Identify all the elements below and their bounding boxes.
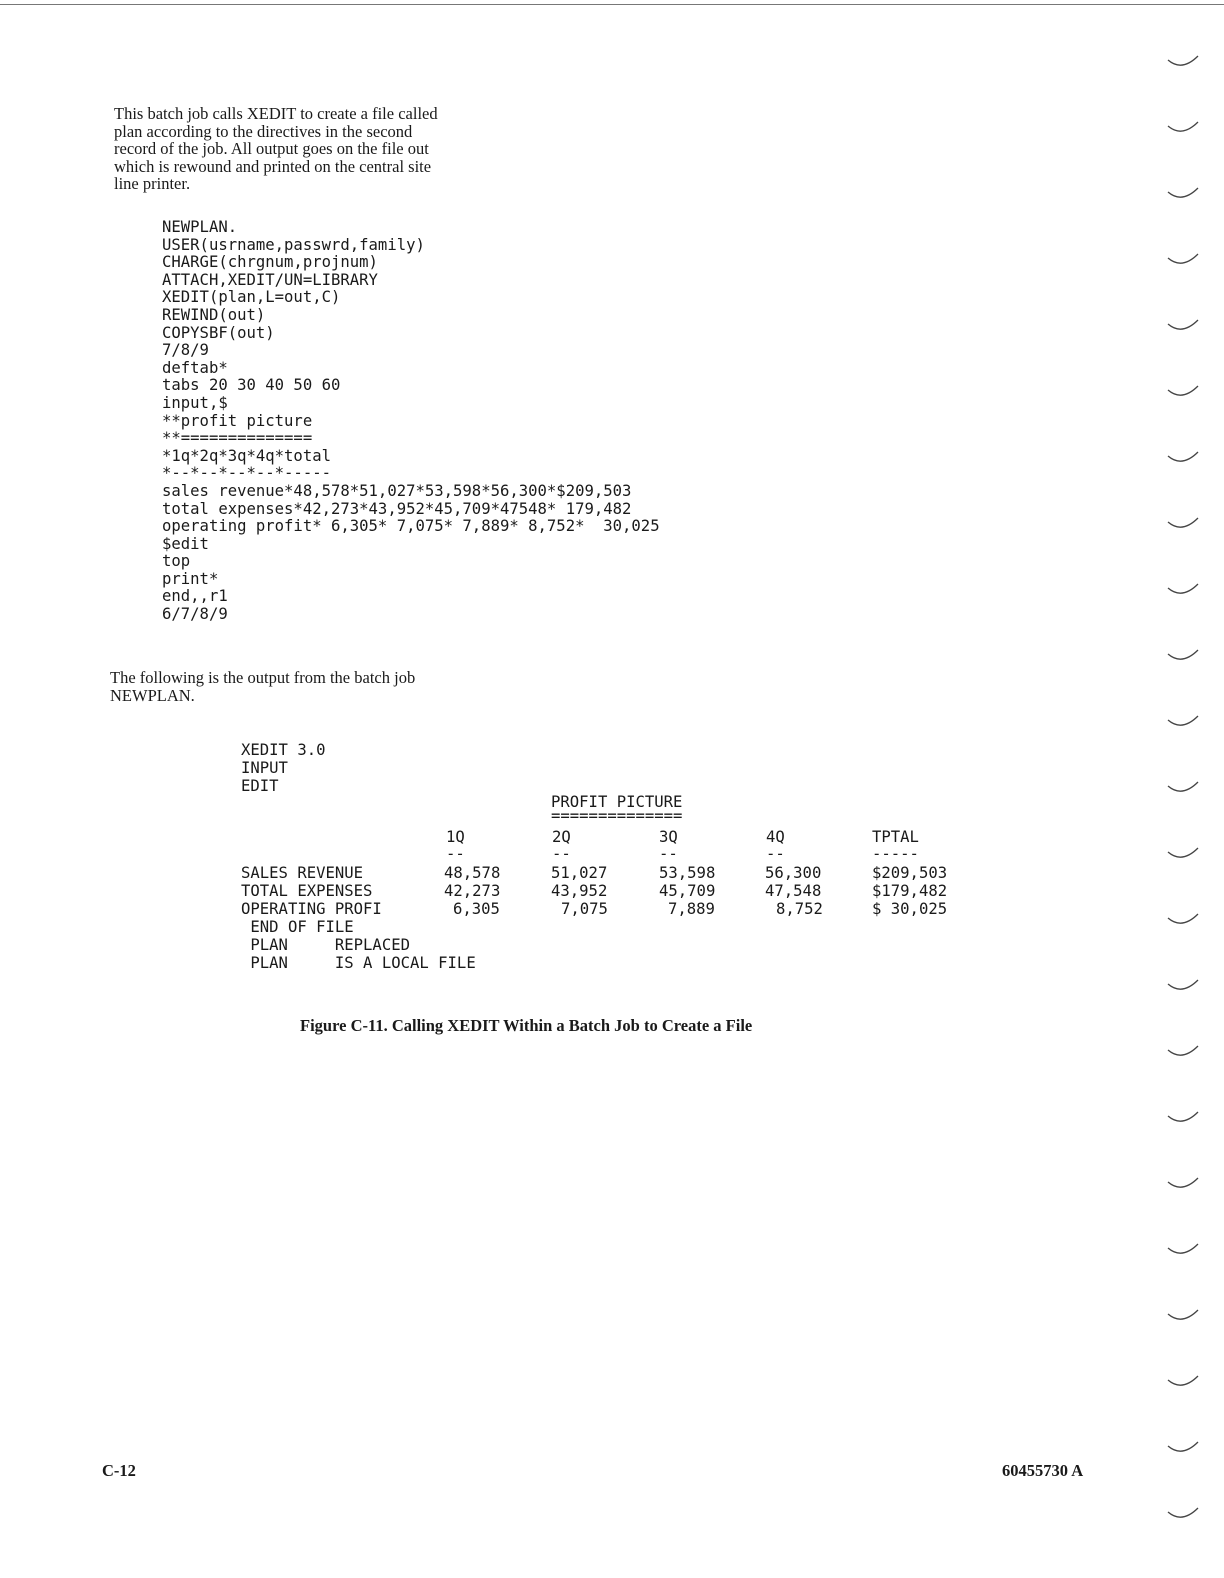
- job-listing-line: **profit picture: [162, 411, 313, 430]
- binder-hole-mark: [1168, 848, 1198, 857]
- row-value: 7,889: [668, 900, 715, 918]
- job-listing-line: tabs 20 30 40 50 60: [162, 376, 341, 395]
- output-trailer-line: PLAN IS A LOCAL FILE: [241, 954, 476, 972]
- column-header-4q: 4Q: [766, 828, 785, 846]
- top-rule: [0, 4, 1224, 5]
- job-listing-line: *1q*2q*3q*4q*total: [162, 446, 331, 465]
- binder-hole-mark: [1168, 518, 1198, 527]
- binder-hole-mark: [1168, 56, 1198, 65]
- row-label: SALES REVENUE: [241, 864, 364, 882]
- binder-hole-mark: [1168, 1112, 1198, 1121]
- binder-hole-mark: [1168, 386, 1198, 395]
- job-listing-line: XEDIT(plan,L=out,C): [162, 288, 341, 307]
- column-header-2q: 2Q: [552, 828, 571, 846]
- column-header-total: TPTAL: [872, 828, 919, 846]
- report-title: PROFIT PICTURE: [551, 793, 683, 811]
- row-value: 53,598: [659, 864, 716, 882]
- binder-hole-mark: [1168, 122, 1198, 131]
- binder-hole-mark: [1168, 584, 1198, 593]
- job-listing-line: 6/7/8/9: [162, 605, 228, 624]
- job-listing-line: USER(usrname,passwrd,family): [162, 235, 425, 254]
- column-rule: --: [766, 845, 785, 863]
- column-rule: --: [552, 845, 571, 863]
- row-value: 8,752: [776, 900, 823, 918]
- column-header-1q: 1Q: [446, 828, 465, 846]
- binder-hole-mark: [1168, 254, 1198, 263]
- job-listing-line: $edit: [162, 534, 209, 553]
- report-title-rule: ==============: [551, 807, 683, 825]
- document-number: 60455730 A: [1002, 1461, 1084, 1480]
- binder-hole-mark: [1168, 452, 1198, 461]
- binder-hole-mark: [1168, 1178, 1198, 1187]
- row-value: 42,273: [444, 882, 501, 900]
- row-value: 45,709: [659, 882, 716, 900]
- binder-hole-mark: [1168, 716, 1198, 725]
- binder-hole-mark: [1168, 782, 1198, 791]
- row-value: 7,075: [561, 900, 608, 918]
- column-rule: --: [659, 845, 678, 863]
- job-listing-line: sales revenue*48,578*51,027*53,598*56,300*$209,503: [162, 481, 632, 500]
- job-listing-line: **==============: [162, 429, 313, 448]
- row-value: $209,503: [872, 864, 948, 882]
- job-listing-line: NEWPLAN.: [162, 218, 238, 236]
- job-listing-line: ATTACH,XEDIT/UN=LIBRARY: [162, 270, 378, 289]
- column-header-3q: 3Q: [659, 828, 678, 846]
- binder-hole-marks: [1160, 0, 1210, 1578]
- row-value: 43,952: [551, 882, 608, 900]
- job-listing-line: *--*--*--*--*-----: [162, 464, 331, 483]
- job-listing-line: print*: [162, 569, 219, 588]
- job-listing-line: end,,r1: [162, 587, 228, 606]
- intro-paragraph: This batch job calls XEDIT to create a file called plan according to the directives in the second record of the job. All output goes on the file out which is rewound and printed on the central site line printer.: [114, 104, 438, 194]
- row-value: 56,300: [765, 864, 822, 882]
- page-number: C-12: [102, 1461, 136, 1480]
- figure-caption: Figure C-11. Calling XEDIT Within a Batch Job to Create a File: [300, 1016, 753, 1035]
- row-value: 6,305: [453, 900, 500, 918]
- job-listing-line: operating profit* 6,305* 7,075* 7,889* 8,752* 30,025: [162, 517, 660, 536]
- job-listing-line: total expenses*42,273*43,952*45,709*47548* 179,482: [162, 499, 632, 518]
- column-rule: -----: [872, 845, 919, 863]
- binder-hole-mark: [1168, 650, 1198, 659]
- job-listing-line: REWIND(out): [162, 305, 266, 324]
- binder-hole-mark: [1168, 320, 1198, 329]
- output-intro: The following is the output from the batch job NEWPLAN.: [110, 668, 416, 705]
- row-value: 48,578: [444, 864, 501, 882]
- output-header-line: INPUT: [241, 759, 288, 777]
- row-value: 51,027: [551, 864, 608, 882]
- row-value: $179,482: [872, 882, 948, 900]
- job-listing: [162, 219, 660, 624]
- output-header-line: EDIT: [241, 777, 279, 795]
- binder-hole-mark: [1168, 1508, 1198, 1517]
- row-value: $ 30,025: [872, 900, 948, 918]
- job-listing-line: deftab*: [162, 358, 228, 377]
- job-listing-line: 7/8/9: [162, 341, 209, 360]
- binder-hole-mark: [1168, 1442, 1198, 1451]
- job-listing-line: COPYSBF(out): [162, 323, 275, 342]
- binder-hole-mark: [1168, 914, 1198, 923]
- binder-hole-mark: [1168, 1310, 1198, 1319]
- row-value: 47,548: [765, 882, 822, 900]
- job-listing-line: top: [162, 552, 191, 571]
- output-trailer-line: PLAN REPLACED: [241, 936, 410, 954]
- row-label: TOTAL EXPENSES: [241, 882, 373, 900]
- row-label: OPERATING PROFI: [241, 900, 382, 918]
- job-listing-line: CHARGE(chrgnum,projnum): [162, 253, 378, 272]
- binder-hole-mark: [1168, 1046, 1198, 1055]
- job-listing-line: input,$: [162, 393, 228, 412]
- binder-hole-mark: [1168, 980, 1198, 989]
- output-trailer-line: END OF FILE: [241, 918, 354, 936]
- output-header-line: XEDIT 3.0: [241, 741, 326, 759]
- binder-hole-mark: [1168, 1376, 1198, 1385]
- column-rule: --: [446, 845, 465, 863]
- binder-hole-mark: [1168, 188, 1198, 197]
- binder-hole-mark: [1168, 1244, 1198, 1253]
